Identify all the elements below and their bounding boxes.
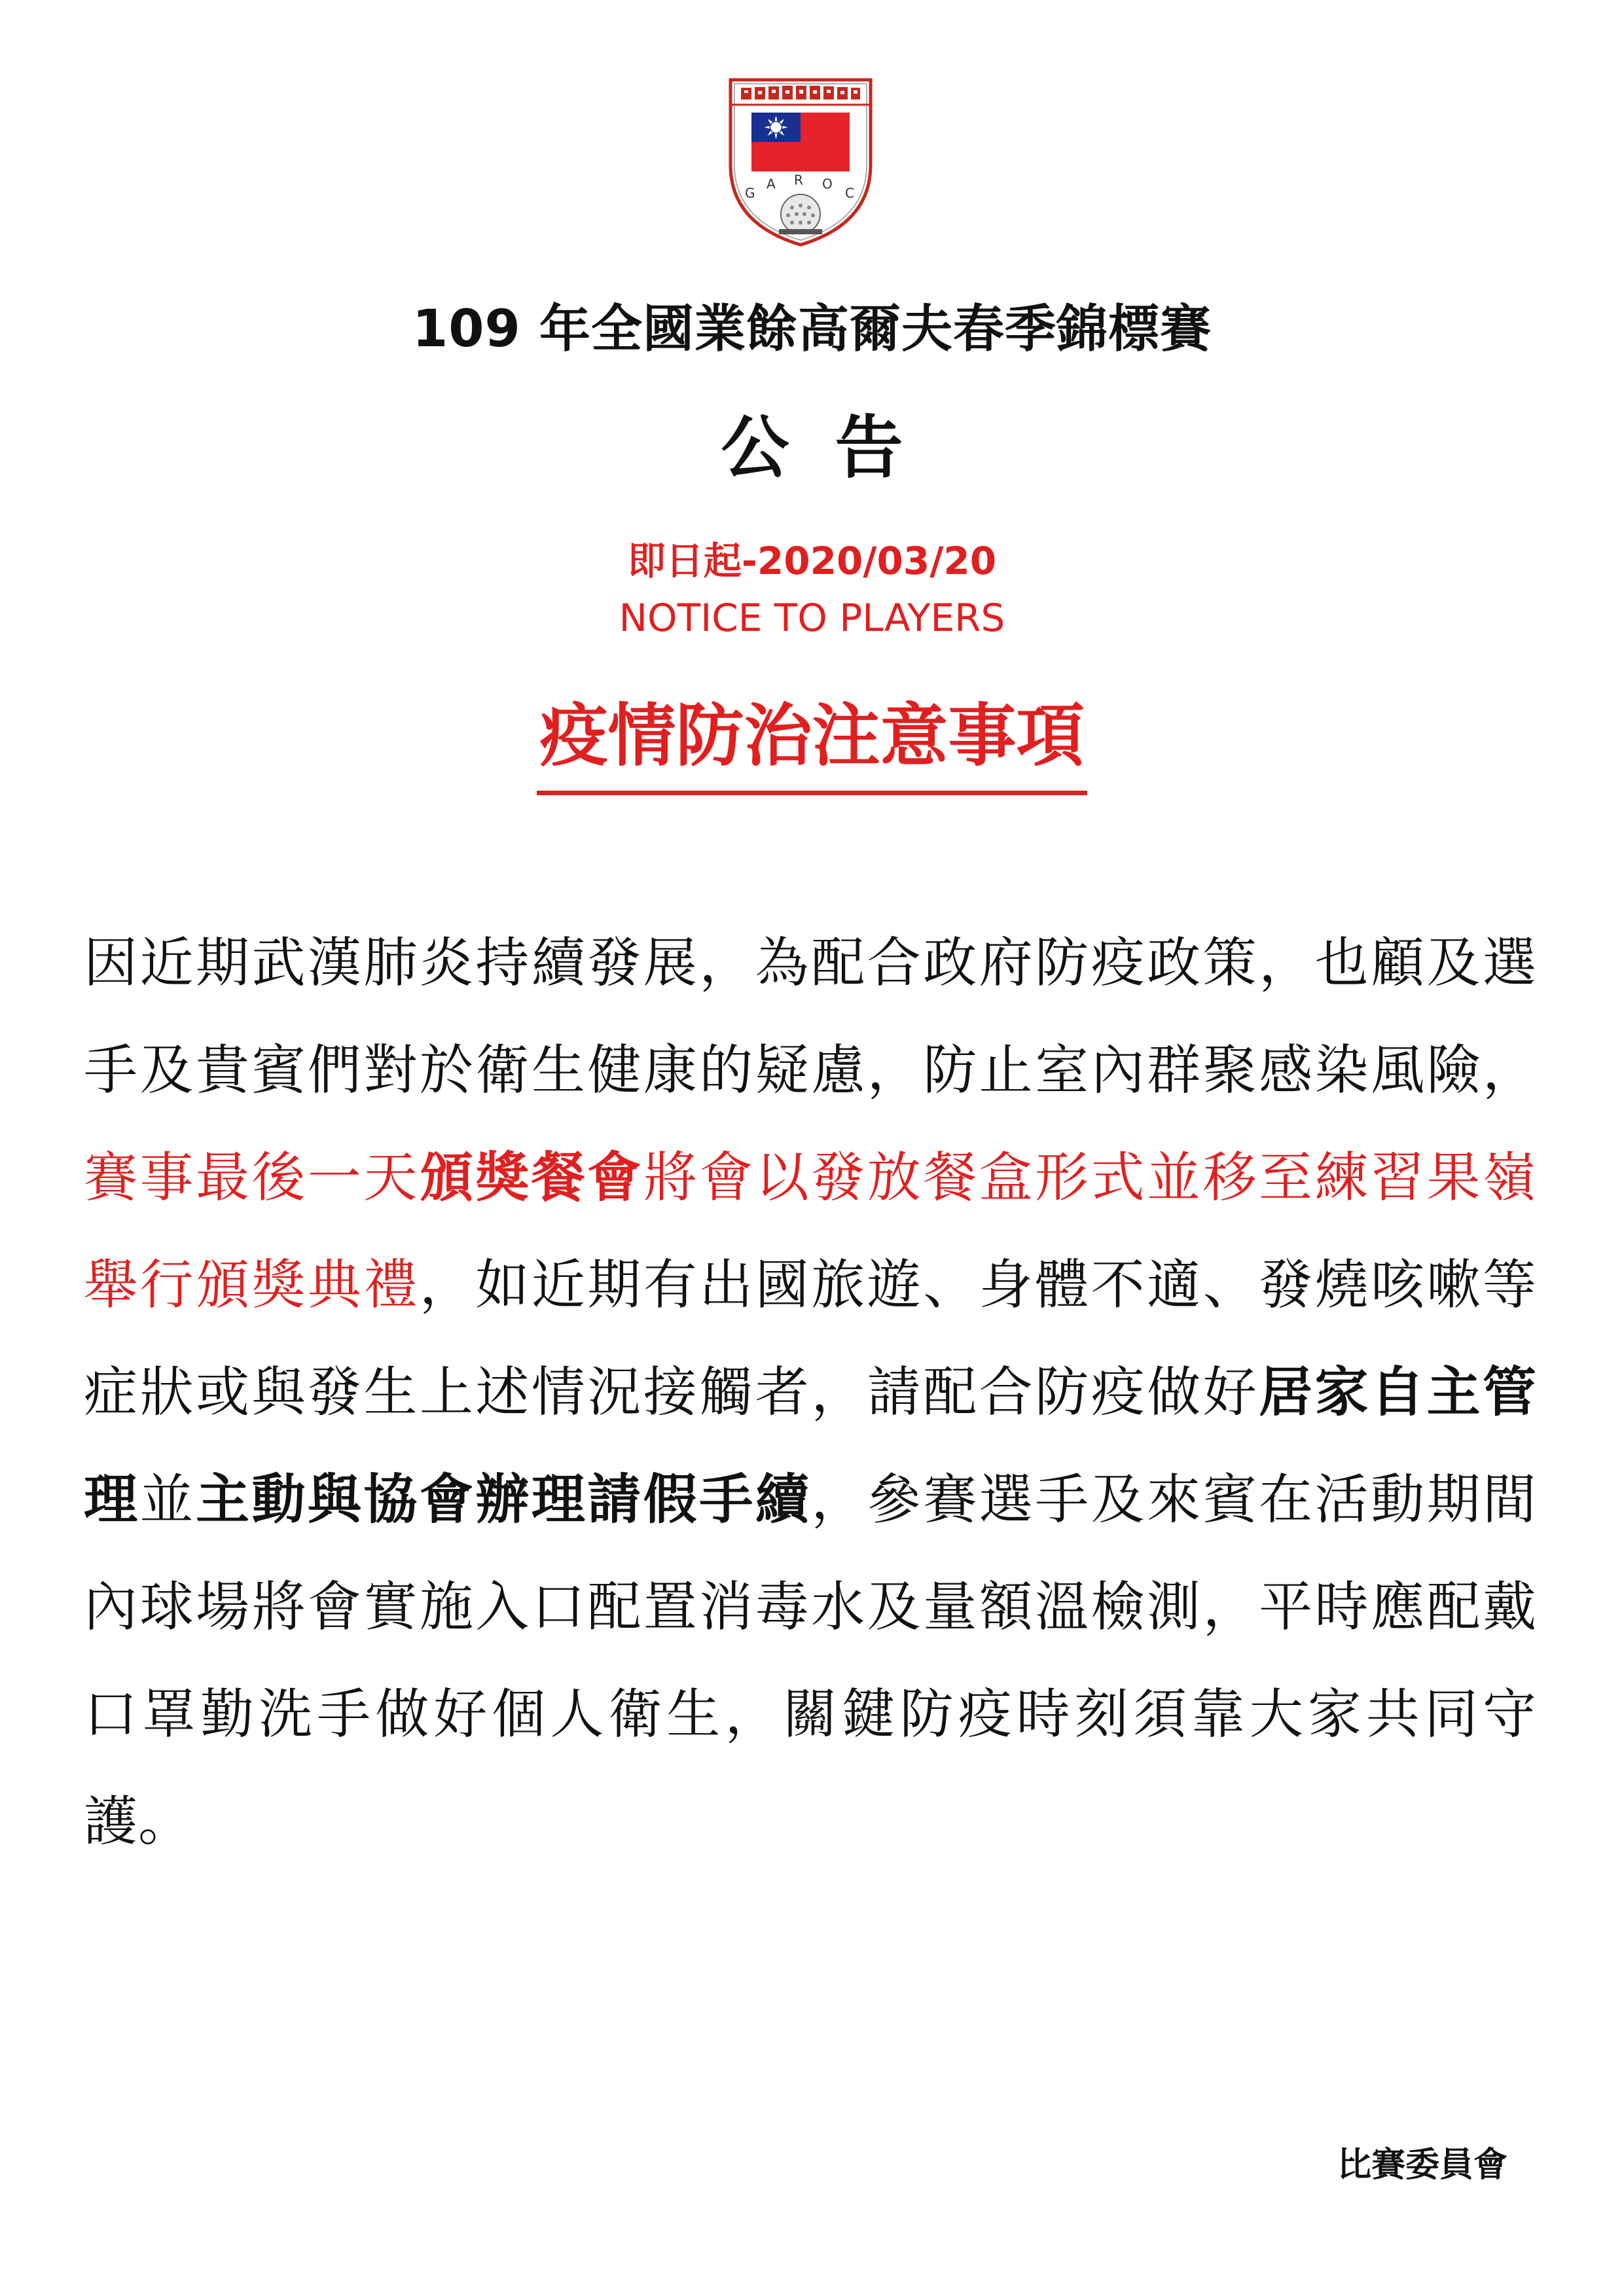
date-range: 即日起-2020/03/20: [627, 539, 997, 583]
notice-heading: 公告: [721, 408, 949, 488]
sub-title-wrapper: [0, 681, 1624, 795]
leave-procedure-text: 主動與協會辦理請假手續: [195, 1469, 812, 1531]
svg-text:A: A: [767, 176, 776, 192]
svg-text:R: R: [794, 172, 803, 188]
signature: 比賽委員會: [1337, 2145, 1507, 2185]
body-text-red-segment: 賽事最後一天: [84, 1147, 420, 1209]
sub-title: 疫情防治注意事項: [537, 681, 1087, 795]
garoc-logo: [725, 73, 876, 250]
svg-text:C: C: [845, 185, 854, 201]
body-text-segment: 並: [139, 1469, 196, 1531]
svg-text:O: O: [822, 176, 833, 192]
event-title: 109 年全國業餘高爾夫春季錦標賽: [412, 300, 1212, 359]
body-text-segment: ，參賽選手及來賓在活動期間內球場將會實施入口配置消毒水及量額溫檢測，平時應配戴口罩勤洗手做好個人衛生，關鍵防疫時刻須靠大家共同守護。: [84, 1469, 1537, 1853]
home-self-management-text: 居家自主管理: [84, 1361, 1537, 1531]
notice-en: NOTICE TO PLAYERS: [619, 596, 1005, 640]
body-paragraph: [84, 910, 1537, 1876]
svg-text:G: G: [745, 185, 755, 201]
flag-icon: [751, 113, 850, 171]
body-text-segment: ，如近期有出國旅遊、身體不適、發燒咳嗽等症狀或與發生上述情況接觸者，請配合防疫做好: [84, 1254, 1537, 1424]
body-text-red-segment: 將會以發放餐盒形式並移至練習果嶺舉行頒獎典禮: [84, 1147, 1537, 1316]
award-banquet-text: 頒獎餐會: [419, 1147, 643, 1209]
body-text-segment: 因近期武漢肺炎持續發展，為配合政府防疫政策，也顧及選手及貴賓們對於衛生健康的疑慮，防止室內群聚感染風險，: [84, 932, 1537, 1102]
